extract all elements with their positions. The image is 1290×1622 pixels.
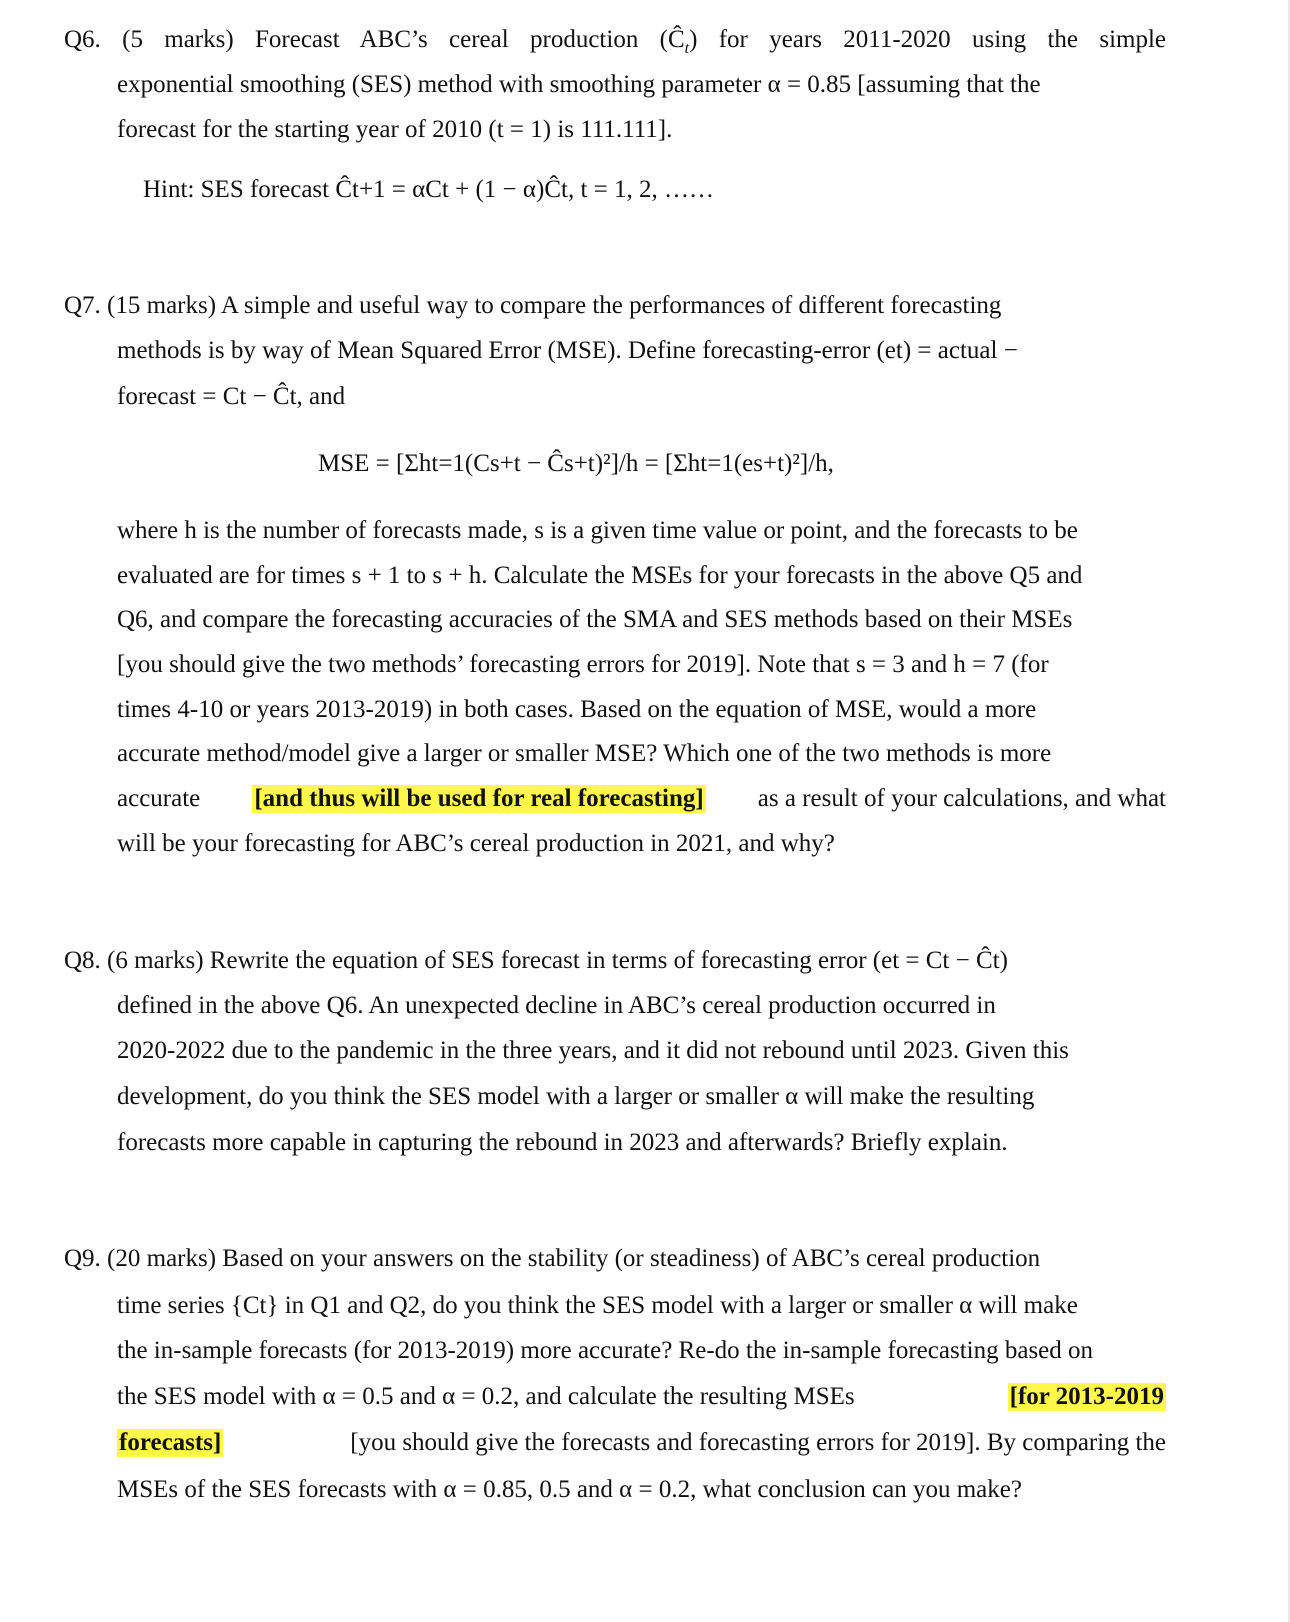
q9-line-5: forecasts] [you should give the forecasts and forecasting errors for 2019]. By comparing the [119,1429,1166,1456]
q8-line-2: defined in the above Q6. An unexpected decline in ABC’s cereal production occurred in [117,992,996,1019]
q9-highlight-1: [for 2013-2019 [1009,1383,1164,1410]
q9-line-6: MSEs of the SES forecasts with α = 0.85, 0.5 and α = 0.2, what conclusion can you make? [117,1476,1022,1503]
q8-line-1: Q8. (6 marks) Rewrite the equation of SES forecast in terms of forecasting error (et = Ct − Ĉt) [64,947,1008,974]
q6-hint: Hint: SES forecast Ĉt+1 = αCt + (1 − α)Ĉt, t = 1, 2, …… [143,176,714,203]
q7-para-7: accurate [and thus will be used for real forecasting] as a result of your calculations, and what [117,785,1166,812]
q7-para-8: will be your forecasting for ABC’s cereal production in 2021, and why? [117,830,835,857]
q7-para-4: [you should give the two methods’ forecasting errors for 2019]. Note that s = 3 and h = 7 (for [117,651,1049,678]
q6-line-3: forecast for the starting year of 2010 (t = 1) is 111.111]. [117,116,673,143]
q7-para-5: times 4-10 or years 2013-2019) in both cases. Based on the equation of MSE, would a more [117,696,1037,723]
q8-line-5: forecasts more capable in capturing the rebound in 2023 and afterwards? Briefly explain. [117,1129,1008,1156]
q6-line-2: exponential smoothing (SES) method with smoothing parameter α = 0.85 [assuming that the [117,71,1041,98]
q7-line-1: Q7. (15 marks) A simple and useful way to compare the performances of different forecasting [64,292,1002,319]
q9-line-4: the SES model with α = 0.5 and α = 0.2, and calculate the resulting MSEs [for 2013-2019 [117,1383,1164,1410]
q7-line-2: methods is by way of Mean Squared Error (MSE). Define forecasting-error (et) = actual − [117,337,1018,364]
q6-line-1: Q6. (5 marks) Forecast ABC’s cereal production $(Ĉ_t)$ for years 2011-2020 using the simple [64,26,1166,57]
mse-equation: MSE = [Σht=1(Cs+t − Ĉs+t)²]/h = [Σht=1(es+t)²]/h, [318,450,834,477]
q9-line-1: Q9. (20 marks) Based on your answers on the stability (or steadiness) of ABC’s cereal production [64,1245,1041,1272]
q7-line-3: forecast = Ct − Ĉt, and [117,383,346,410]
q7-para-6: accurate method/model give a larger or smaller MSE? Which one of the two methods is more [117,740,1052,767]
q8-line-3: 2020-2022 due to the pandemic in the three years, and it did not rebound until 2023. Given this [117,1037,1069,1064]
q8-line-4: development, do you think the SES model with a larger or smaller α will make the resulting [117,1083,1035,1110]
q7-para-2: evaluated are for times s + 1 to s + h. Calculate the MSEs for your forecasts in the above Q5 and [117,562,1083,589]
q9-line-2: time series {Ct} in Q1 and Q2, do you think the SES model with a larger or smaller α will make [117,1292,1078,1319]
q9-highlight-2: forecasts] [119,1429,222,1456]
q7-para-3: Q6, and compare the forecasting accuracies of the SMA and SES methods based on their MSEs [117,606,1073,633]
q7-highlight: [and thus will be used for real forecasting] [254,785,704,812]
q7-para-1: where h is the number of forecasts made, s is a given time value or point, and the forecasts to be [117,517,1078,544]
q9-line-3: the in-sample forecasts (for 2013-2019) more accurate? Re-do the in-sample forecasting based on [117,1337,1094,1364]
